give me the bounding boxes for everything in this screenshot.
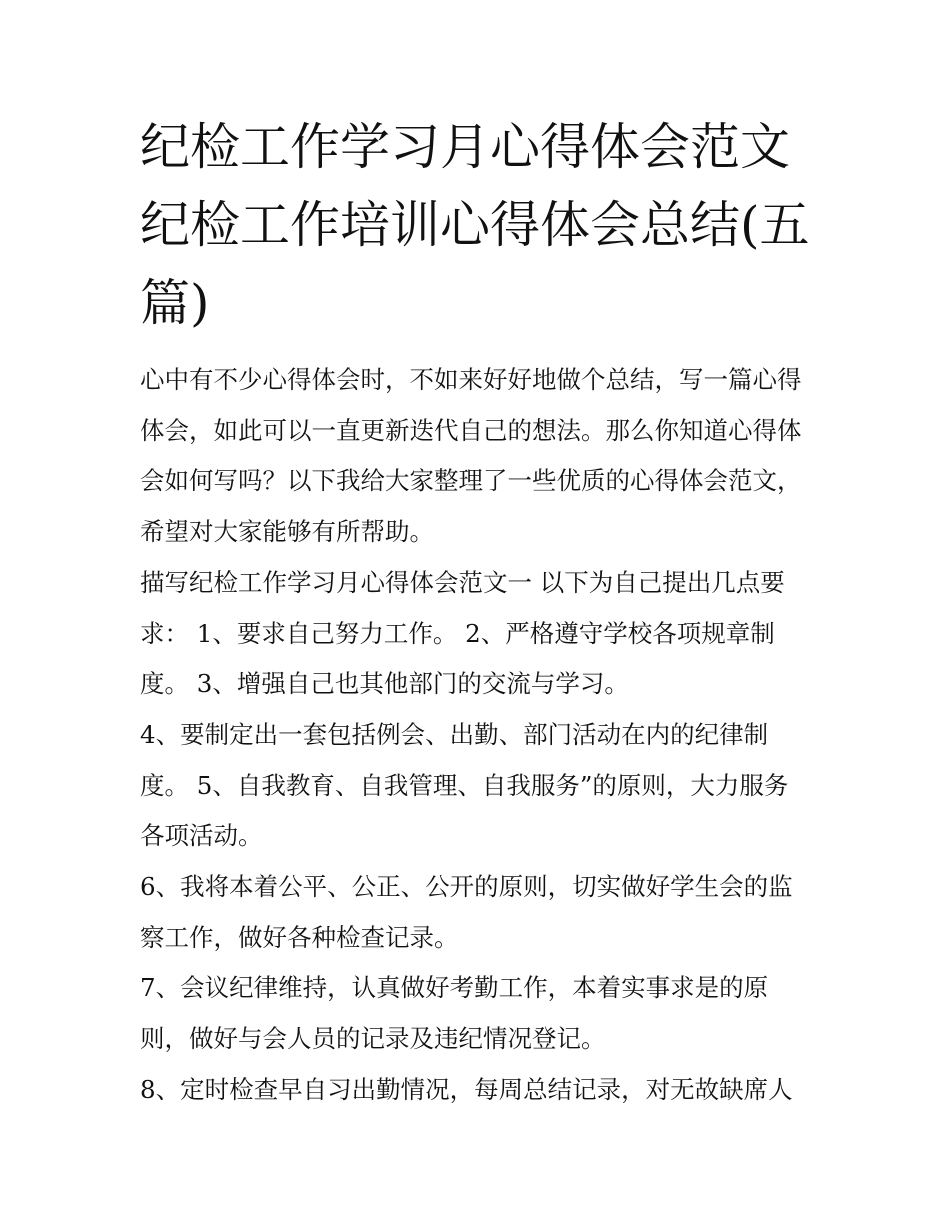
body-line: 7、会议纪律维持，认真做好考勤工作，本着实事求是的原 xyxy=(140,973,769,1003)
body-line: 察工作，做好各种检查记录。 xyxy=(140,922,459,952)
body-line: 6、我将本着公平、公正、公开的原则，切实做好学生会的监 xyxy=(140,872,793,902)
body-line: 各项活动。 xyxy=(140,821,263,851)
body-line: 心中有不少心得体会时，不如来好好地做个总结，写一篇心得 xyxy=(140,365,802,394)
body-line: 希望对大家能够有所帮助。 xyxy=(140,517,434,547)
body-line: 描写纪检工作学习月心得体会范文一 以下为自己提出几点要 xyxy=(140,567,785,597)
body-line: 体会，如此可以一直更新迭代自己的想法。那么你知道心得体 xyxy=(140,415,802,445)
title-line-1: 纪检工作学习月心得体会范文 xyxy=(140,118,790,176)
body-line: 度。 5、自我教育、自我管理、自我服务”的原则，大力服务 xyxy=(140,770,789,800)
body-line: 度。 3、增强自己也其他部门的交流与学习。 xyxy=(140,669,629,699)
title-line-3: 篇) xyxy=(140,274,210,332)
body-line: 会如何写吗？以下我给大家整理了一些优质的心得体会范文， xyxy=(140,466,802,496)
body-line: 求： 1、要求自己努力工作。 2、严格遵守学校各项规章制 xyxy=(140,618,775,648)
body-line: 则，做好与会人员的记录及违纪情况登记。 xyxy=(140,1024,606,1054)
title-line-2: 纪检工作培训心得体会总结(五 xyxy=(140,196,810,254)
body-line: 8、定时检查早自习出勤情况，每周总结记录，对无故缺席人 xyxy=(140,1074,793,1104)
body-text xyxy=(140,355,830,1116)
body-line: 4、要制定出一套包括例会、出勤、部门活动在内的纪律制 xyxy=(140,719,769,749)
page-title xyxy=(140,108,830,342)
